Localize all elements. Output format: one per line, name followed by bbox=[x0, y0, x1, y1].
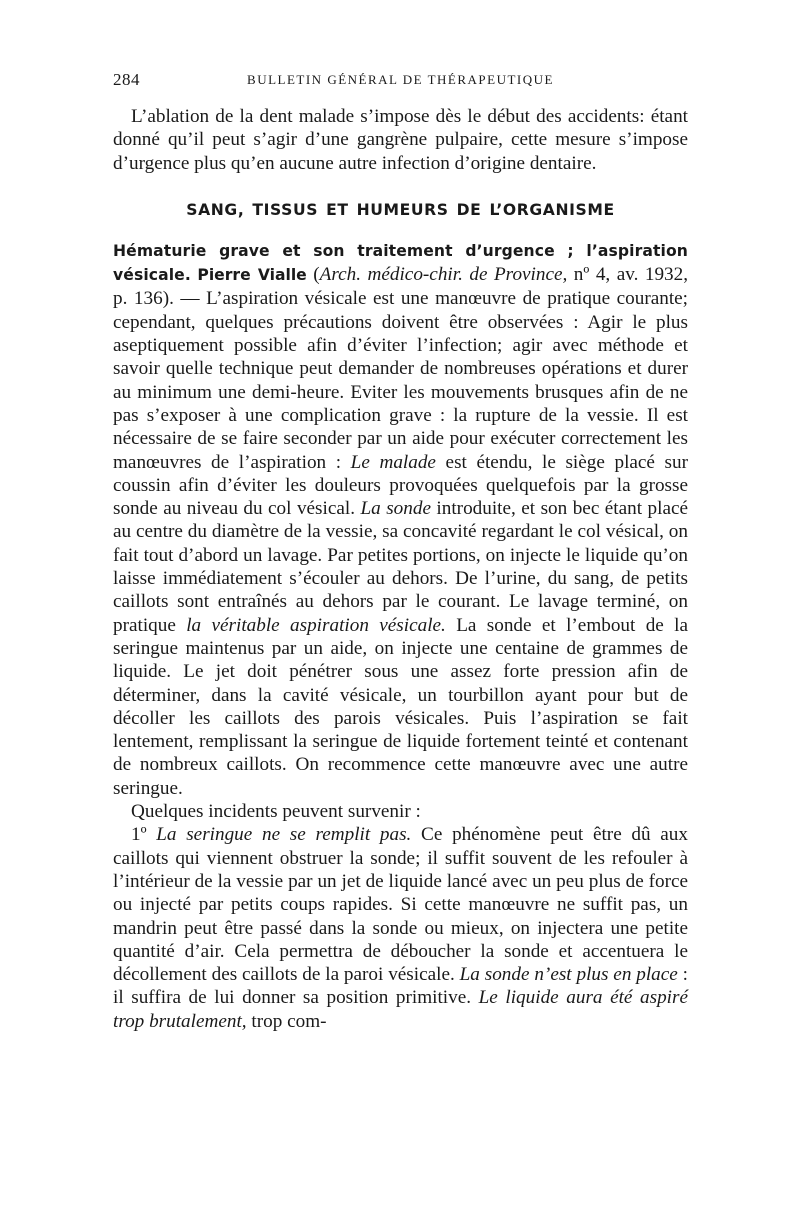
incident-italic-b: La sonde n’est plus en place bbox=[459, 964, 678, 986]
incident-text-c: trop com- bbox=[246, 1010, 327, 1032]
intro-paragraph: L’ablation de la dent malade s’impose dès le début des accidents: étant donné qu’il peut s’agir d’une gangrène pulpaire, cette mesure s’impose d’urgence plus qu’en aucune autre infection d’origine dentaire. bbox=[113, 106, 688, 174]
incident-text-b: : il suffira de lui donner sa position primitive. bbox=[113, 964, 688, 1009]
article-body-1: L’aspiration vésicale est une manœuvre de pratique courante; cependant, quelques précautions doivent être observées : Agir le plus aseptiquement possible afin d’éviter l’infection; agir avec méthode et savoir quelle technique peut demander de nombreuses opérations et durer au minimum une demi-heure. Eviter les mouvements brusques afin de ne pas s’exposer à une complication grave : la rupture de la vessie. Il est nécessaire de se faire seconder par un aide pour exécuter correctement les manœuvres de l’aspiration : bbox=[113, 288, 688, 473]
incident-text-a: Ce phénomène peut être dû aux caillots qui viennent obstruer la sonde; il suffit souvent de les refouler à l’intérieur de la vessie par un jet de liquide lancé avec un peu plus de force ou injecté par petits coups rapides. Si cette manœuvre ne suffit pas, un mandrin peut être passé dans la sonde ou mieux, on injectera une petite quantité d’air. Cela permettra de déboucher la sonde et accentuera le décollement des caillots de la paroi vésicale. bbox=[113, 824, 688, 986]
incident-1-paragraph bbox=[113, 823, 688, 1033]
article-title: Hématurie grave et son traitement d’urgence ; l’aspiration vésicale. bbox=[113, 241, 688, 285]
source-open: ( bbox=[306, 264, 320, 286]
article-italic-2: La sonde bbox=[360, 498, 431, 520]
article-body-3: introduite, et son bec étant placé au centre du diamètre de la vessie, sa concavité regardant le col vésical, on fait tout d’abord un lavage. Par petites portions, on injecte le liquide qu’on laisse immédiatement s’écouler au dehors. De l’urine, du sang, de petits caillots sont entraînés au dehors par le courant. Le lavage terminé, on pratique bbox=[113, 498, 689, 636]
incident-italic-c: Le liquide aura été aspiré trop brutalement, bbox=[113, 987, 688, 1032]
incident-italic-a: La seringue ne se remplit pas. bbox=[156, 824, 412, 846]
running-title: BULLETIN GÉNÉRAL DE THÉRAPEUTIQUE bbox=[247, 72, 554, 87]
source-journal: Arch. médico-chir. de Province, bbox=[319, 264, 568, 286]
incident-number: 1º bbox=[131, 824, 157, 846]
article-body-2: est étendu, le siège placé sur coussin afin d’éviter les douleurs provoquées quelquefois par la grosse sonde au niveau du col vésical. bbox=[113, 451, 688, 520]
article-italic-3: la véritable aspiration vésicale. bbox=[186, 614, 446, 636]
incidents-intro: Quelques incidents peuvent survenir : bbox=[131, 801, 421, 823]
article-paragraph bbox=[113, 239, 688, 800]
book-page bbox=[113, 70, 688, 1033]
article-author: Pierre Vialle bbox=[197, 266, 307, 285]
page-number: 284 bbox=[113, 70, 140, 89]
article-body-4: La sonde et l’embout de la seringue maintenus par un aide, on injecte une centaine de grammes de liquide. Le jet doit pénétrer sous une assez forte pression afin de déterminer, dans la cavité vésicale, un tourbillon ayant pour but de décoller les caillots des parois vésicales. Puis l’aspiration se fait lentement, remplissant la seringue de liquide fortement teinté et contenant de nombreux caillots. On recommence cette manœuvre avec une autre seringue. bbox=[113, 614, 688, 799]
running-head bbox=[113, 70, 688, 96]
source-details: nº 4, av. 1932, p. 136). — bbox=[113, 264, 689, 310]
article-italic-1: Le malade bbox=[350, 451, 436, 473]
section-heading: SANG, TISSUS ET HUMEURS DE L’ORGANISME bbox=[186, 200, 615, 219]
